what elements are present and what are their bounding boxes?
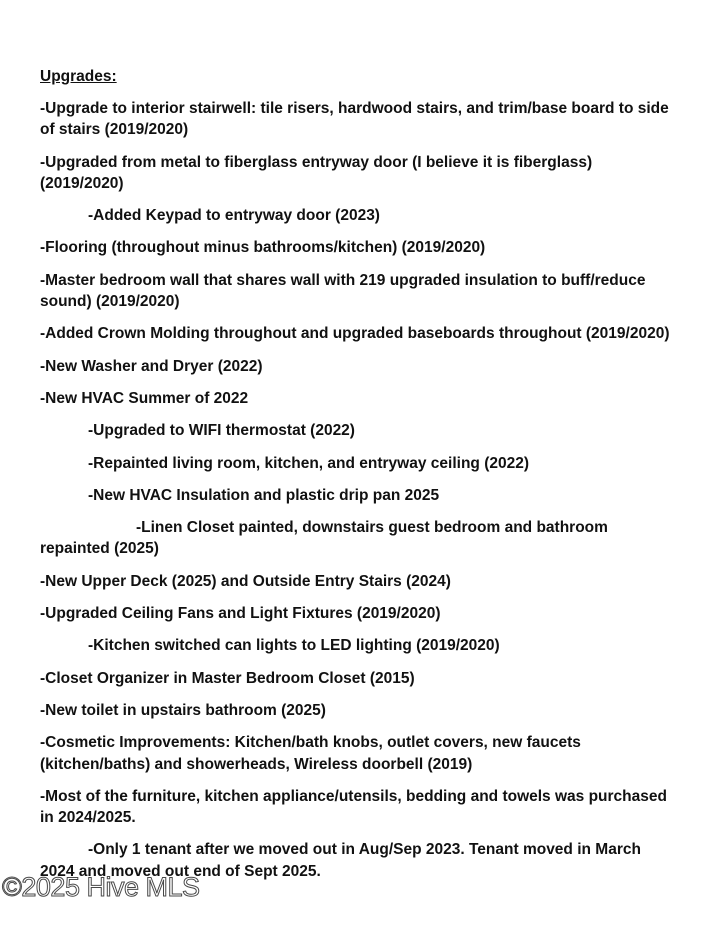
upgrade-line: -Flooring (throughout minus bathrooms/kitchen) (2019/2020) (40, 239, 486, 257)
upgrade-line: -Added Crown Molding throughout and upgraded baseboards throughout (2019/2020) (40, 325, 670, 343)
upgrade-line: -Upgraded Ceiling Fans and Light Fixtures (2019/2020) (40, 605, 441, 623)
upgrade-line: -Upgrade to interior stairwell: tile risers, hardwood stairs, and trim/base board to side of stairs (2019/2020) (40, 100, 669, 139)
upgrade-line: -Upgraded to WIFI thermostat (2022) (88, 422, 355, 440)
upgrade-line: -Closet Organizer in Master Bedroom Closet (2015) (40, 669, 415, 687)
upgrade-line: -New HVAC Insulation and plastic drip pan 2025 (88, 486, 440, 504)
upgrade-line: -Most of the furniture, kitchen appliance/utensils, bedding and towels was purchased in 2024/2025. (40, 787, 667, 827)
upgrade-line: -New HVAC Summer of 2022 (40, 389, 249, 407)
upgrade-line: -Cosmetic Improvements: Kitchen/bath knobs, outlet covers, new faucets (kitchen/baths) and showerheads, Wireless doorbell (2019) (40, 734, 581, 773)
upgrade-line: -New toilet in upstairs bathroom (2025) (40, 701, 326, 719)
upgrade-line: -Master bedroom wall that shares wall with 219 upgraded insulation to buff/reduce sound) (2019/2020) (40, 271, 646, 311)
upgrade-line: -Only 1 tenant after we moved out in Aug/Sep 2023. Tenant moved in March 2024 and moved out end of Sept 2025. (40, 841, 641, 880)
upgrade-line: -Upgraded from metal to fiberglass entryway door (I believe it is fiberglass) (2019/2020) (40, 153, 593, 192)
mls-watermark: ©2025 Hive MLS (2, 872, 200, 902)
document-page (40, 66, 670, 893)
upgrade-line: -Kitchen switched can lights to LED lighting (2019/2020) (88, 637, 500, 655)
upgrade-line: -Added Keypad to entryway door (2023) (88, 207, 380, 225)
upgrades-list (40, 98, 670, 882)
upgrade-line: -Repainted living room, kitchen, and entryway ceiling (2022) (88, 454, 529, 472)
upgrade-line: -Linen Closet painted, downstairs guest bedroom and bathroom repainted (2025) (40, 519, 608, 558)
upgrades-heading: Upgrades: (40, 68, 117, 85)
upgrade-line: -New Upper Deck (2025) and Outside Entry Stairs (2024) (40, 572, 451, 590)
upgrade-line: -New Washer and Dryer (2022) (40, 357, 263, 375)
